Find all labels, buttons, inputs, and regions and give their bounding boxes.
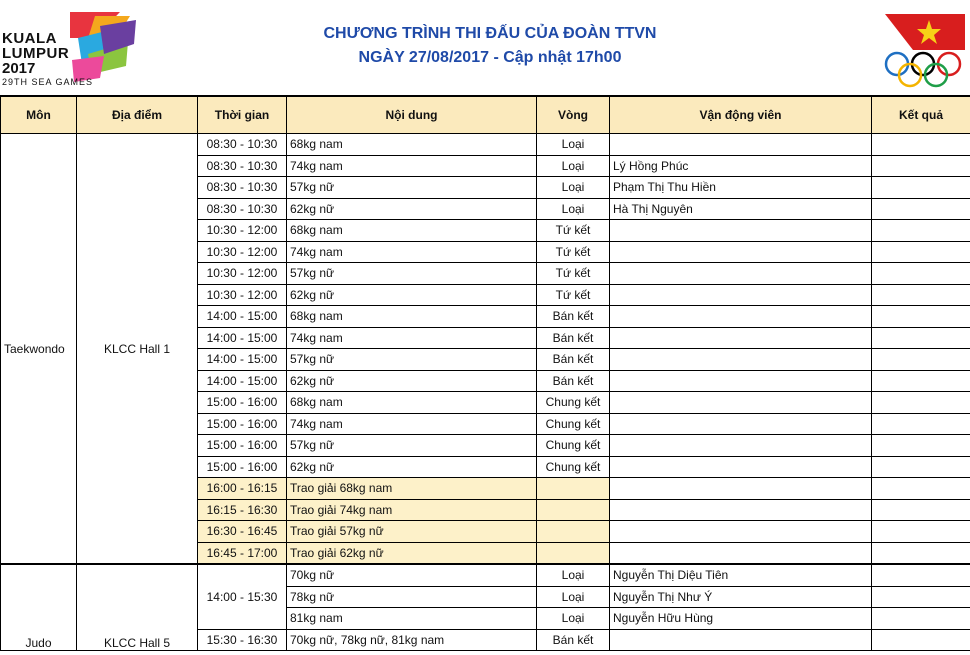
event-cell: 68kg nam [287,220,537,242]
event-cell: Trao giải 74kg nam [287,499,537,521]
round-cell: Bán kết [537,629,610,651]
athlete-cell: Lý Hồng Phúc [610,155,872,177]
athlete-cell [610,349,872,371]
venue-cell: KLCC Hall 5 [77,564,198,651]
result-cell [872,177,970,199]
col-result-header: Kết quả [872,96,970,134]
athlete-cell: Phạm Thị Thu Hiền [610,177,872,199]
logo-line-1: KUALA [2,30,57,47]
round-cell: Loại [537,177,610,199]
time-cell: 14:00 - 15:00 [198,349,287,371]
athlete-cell: Nguyễn Thị Như Ý [610,586,872,608]
round-cell [537,542,610,564]
result-cell [872,564,970,586]
logo-line-3: 2017 [2,60,36,77]
round-cell: Bán kết [537,370,610,392]
event-cell: 68kg nam [287,392,537,414]
event-cell: Trao giải 57kg nữ [287,521,537,543]
event-cell: 57kg nữ [287,435,537,457]
time-cell: 14:00 - 15:00 [198,370,287,392]
round-cell: Tứ kết [537,263,610,285]
result-cell [872,435,970,457]
event-cell: 57kg nữ [287,349,537,371]
event-cell: 57kg nữ [287,177,537,199]
result-cell [872,608,970,630]
round-cell: Chung kết [537,456,610,478]
col-event-header: Nội dung [287,96,537,134]
time-cell: 10:30 - 12:00 [198,263,287,285]
athlete-cell [610,478,872,500]
time-cell: 16:00 - 16:15 [198,478,287,500]
athlete-cell [610,134,872,156]
result-cell [872,392,970,414]
logo-line-2: LUMPUR [2,45,70,62]
event-cell: 68kg nam [287,134,537,156]
athlete-cell [610,499,872,521]
result-cell [872,220,970,242]
result-cell [872,413,970,435]
athlete-cell [610,263,872,285]
time-cell: 08:30 - 10:30 [198,198,287,220]
time-cell: 15:00 - 16:00 [198,435,287,457]
round-cell: Chung kết [537,413,610,435]
time-cell: 15:30 - 16:30 [198,629,287,651]
result-cell [872,456,970,478]
athlete-cell [610,542,872,564]
result-cell [872,327,970,349]
time-cell: 14:00 - 15:00 [198,306,287,328]
result-cell [872,241,970,263]
time-cell: 10:30 - 12:00 [198,284,287,306]
result-cell [872,263,970,285]
time-cell: 16:15 - 16:30 [198,499,287,521]
round-cell: Loại [537,134,610,156]
sea-games-logo [0,8,140,88]
result-cell [872,306,970,328]
round-cell: Tứ kết [537,220,610,242]
athlete-cell: Nguyễn Hữu Hùng [610,608,872,630]
event-cell: 70kg nữ, 78kg nữ, 81kg nam [287,629,537,651]
event-cell: Trao giải 68kg nam [287,478,537,500]
round-cell: Bán kết [537,306,610,328]
round-cell: Bán kết [537,349,610,371]
col-sport-header: Môn [1,96,77,134]
athlete-cell [610,392,872,414]
round-cell [537,499,610,521]
round-cell: Loại [537,155,610,177]
event-cell: 74kg nam [287,327,537,349]
result-cell [872,586,970,608]
event-cell: 62kg nữ [287,370,537,392]
result-cell [872,198,970,220]
result-cell [872,478,970,500]
round-cell: Loại [537,198,610,220]
athlete-cell [610,370,872,392]
time-cell: 14:00 - 15:00 [198,327,287,349]
event-cell: 74kg nam [287,155,537,177]
athlete-cell: Hà Thị Nguyên [610,198,872,220]
page-title: CHƯƠNG TRÌNH THI ĐẤU CỦA ĐOÀN TTVN [323,25,657,42]
athlete-cell [610,413,872,435]
athlete-cell [610,241,872,263]
title-block [250,22,730,70]
result-cell [872,499,970,521]
event-cell: 74kg nam [287,241,537,263]
time-cell: 16:45 - 17:00 [198,542,287,564]
athlete-cell [610,220,872,242]
athlete-cell [610,327,872,349]
event-cell: 62kg nữ [287,456,537,478]
table-body [1,134,970,651]
athlete-cell [610,456,872,478]
event-cell: 68kg nam [287,306,537,328]
olympic-flag-logo [881,12,965,90]
athlete-cell [610,629,872,651]
sport-cell: Taekwondo [1,134,77,565]
page-header [0,0,970,95]
result-cell [872,370,970,392]
round-cell: Loại [537,608,610,630]
round-cell: Bán kết [537,327,610,349]
time-cell: 16:30 - 16:45 [198,521,287,543]
event-cell: Trao giải 62kg nữ [287,542,537,564]
event-cell: 81kg nam [287,608,537,630]
round-cell [537,478,610,500]
sport-cell: Judo [1,564,77,651]
time-cell: 15:00 - 16:00 [198,456,287,478]
round-cell: Tứ kết [537,241,610,263]
time-cell: 15:00 - 16:00 [198,413,287,435]
event-cell: 57kg nữ [287,263,537,285]
time-cell: 08:30 - 10:30 [198,134,287,156]
result-cell [872,542,970,564]
col-athlete-header: Vận động viên [610,96,872,134]
col-venue-header: Địa điểm [77,96,198,134]
result-cell [872,155,970,177]
flag-icon [881,12,965,90]
table-row [1,564,970,586]
event-cell: 78kg nữ [287,586,537,608]
table-header-row [1,96,970,134]
result-cell [872,284,970,306]
athlete-cell [610,306,872,328]
athlete-cell [610,284,872,306]
round-cell: Loại [537,586,610,608]
round-cell [537,521,610,543]
athlete-cell [610,521,872,543]
logo-line-4: 29TH SEA GAMES [2,77,94,87]
time-cell: 08:30 - 10:30 [198,155,287,177]
time-cell: 14:00 - 15:30 [198,564,287,629]
round-cell: Loại [537,564,610,586]
event-cell: 70kg nữ [287,564,537,586]
result-cell [872,349,970,371]
table-row [1,134,970,156]
result-cell [872,629,970,651]
venue-cell: KLCC Hall 1 [77,134,198,565]
result-cell [872,134,970,156]
athlete-cell: Nguyễn Thị Diệu Tiên [610,564,872,586]
event-cell: 62kg nữ [287,284,537,306]
result-cell [872,521,970,543]
col-time-header: Thời gian [198,96,287,134]
time-cell: 10:30 - 12:00 [198,241,287,263]
round-cell: Chung kết [537,435,610,457]
time-cell: 08:30 - 10:30 [198,177,287,199]
time-cell: 10:30 - 12:00 [198,220,287,242]
event-cell: 74kg nam [287,413,537,435]
col-round-header: Vòng [537,96,610,134]
schedule-table [0,95,970,651]
round-cell: Tứ kết [537,284,610,306]
event-cell: 62kg nữ [287,198,537,220]
athlete-cell [610,435,872,457]
page-subtitle: NGÀY 27/08/2017 - Cập nhật 17h00 [358,49,622,66]
round-cell: Chung kết [537,392,610,414]
time-cell: 15:00 - 16:00 [198,392,287,414]
